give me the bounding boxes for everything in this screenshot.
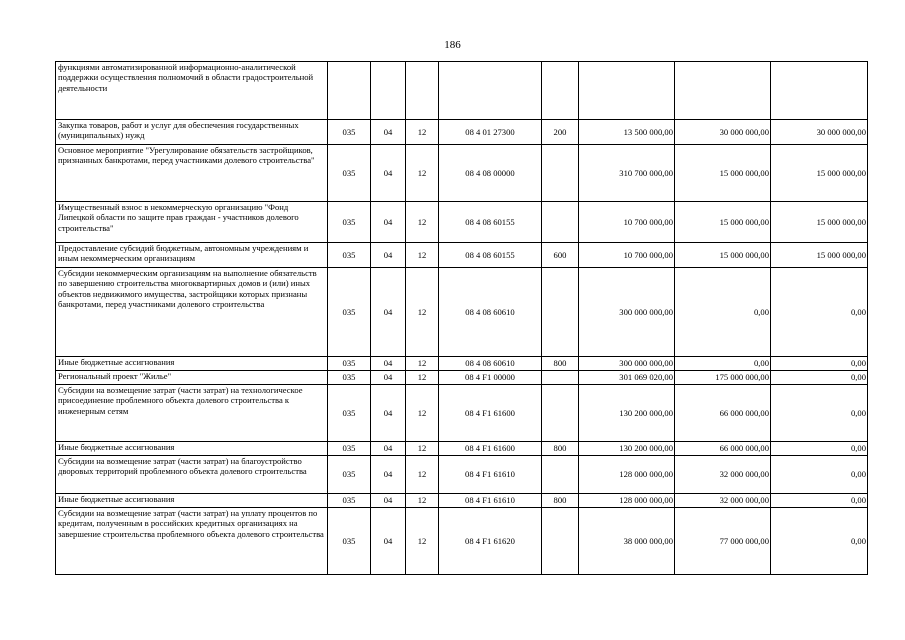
cell-amount-2: 15 000 000,00 bbox=[675, 243, 771, 268]
cell-target-article: 08 4 F1 61600 bbox=[439, 385, 542, 442]
table-row bbox=[56, 494, 868, 508]
table-row bbox=[56, 202, 868, 243]
cell-name: Субсидии на возмещение затрат (части затрат) на благоустройство дворовых территорий проблемного объекта долевого строительства bbox=[56, 456, 328, 494]
table-row bbox=[56, 268, 868, 357]
cell-section: 04 bbox=[371, 456, 406, 494]
cell-section: 04 bbox=[371, 385, 406, 442]
table-row bbox=[56, 357, 868, 371]
cell-amount-3: 30 000 000,00 bbox=[771, 120, 868, 145]
cell-amount-2: 66 000 000,00 bbox=[675, 385, 771, 442]
cell-name: Иные бюджетные ассигнования bbox=[56, 442, 328, 456]
cell-ministry-code: 035 bbox=[328, 385, 371, 442]
cell-target-article: 08 4 F1 61620 bbox=[439, 508, 542, 575]
cell-name: Иные бюджетные ассигнования bbox=[56, 357, 328, 371]
cell-ministry-code: 035 bbox=[328, 442, 371, 456]
cell-subsection bbox=[406, 62, 439, 120]
cell-amount-3: 15 000 000,00 bbox=[771, 145, 868, 202]
cell-name: Субсидии на возмещение затрат (части затрат) на уплату процентов по кредитам, полученным в российских кредитных организациях на завершение строительства проблемного объекта долевого строительства bbox=[56, 508, 328, 575]
cell-target-article: 08 4 08 60155 bbox=[439, 243, 542, 268]
cell-name: Основное мероприятие "Урегулирование обязательств застройщиков, признанных банкротами, перед участниками долевого строительства" bbox=[56, 145, 328, 202]
table-row bbox=[56, 371, 868, 385]
cell-name: Закупка товаров, работ и услуг для обеспечения государственных (муниципальных) нужд bbox=[56, 120, 328, 145]
cell-expense-type bbox=[542, 371, 579, 385]
cell-target-article: 08 4 08 60610 bbox=[439, 357, 542, 371]
cell-amount-1: 128 000 000,00 bbox=[579, 494, 675, 508]
cell-ministry-code: 035 bbox=[328, 243, 371, 268]
table-row bbox=[56, 385, 868, 442]
cell-ministry-code: 035 bbox=[328, 268, 371, 357]
cell-subsection: 12 bbox=[406, 120, 439, 145]
cell-name: Региональный проект "Жилье" bbox=[56, 371, 328, 385]
cell-subsection: 12 bbox=[406, 243, 439, 268]
cell-section: 04 bbox=[371, 357, 406, 371]
cell-amount-2: 30 000 000,00 bbox=[675, 120, 771, 145]
cell-expense-type: 800 bbox=[542, 442, 579, 456]
cell-expense-type bbox=[542, 268, 579, 357]
cell-amount-1: 130 200 000,00 bbox=[579, 385, 675, 442]
cell-expense-type: 600 bbox=[542, 243, 579, 268]
cell-subsection: 12 bbox=[406, 494, 439, 508]
cell-ministry-code: 035 bbox=[328, 357, 371, 371]
cell-amount-3: 0,00 bbox=[771, 456, 868, 494]
cell-expense-type bbox=[542, 202, 579, 243]
cell-expense-type bbox=[542, 145, 579, 202]
cell-amount-1: 128 000 000,00 bbox=[579, 456, 675, 494]
table-row bbox=[56, 243, 868, 268]
table-row bbox=[56, 456, 868, 494]
cell-section: 04 bbox=[371, 442, 406, 456]
cell-amount-3: 0,00 bbox=[771, 268, 868, 357]
cell-subsection: 12 bbox=[406, 371, 439, 385]
cell-amount-1: 130 200 000,00 bbox=[579, 442, 675, 456]
cell-amount-1: 301 069 020,00 bbox=[579, 371, 675, 385]
cell-subsection: 12 bbox=[406, 268, 439, 357]
cell-target-article: 08 4 08 00000 bbox=[439, 145, 542, 202]
cell-subsection: 12 bbox=[406, 456, 439, 494]
cell-amount-2: 32 000 000,00 bbox=[675, 494, 771, 508]
cell-subsection: 12 bbox=[406, 357, 439, 371]
cell-amount-2: 0,00 bbox=[675, 268, 771, 357]
cell-section: 04 bbox=[371, 494, 406, 508]
cell-expense-type bbox=[542, 385, 579, 442]
cell-amount-3 bbox=[771, 62, 868, 120]
table-row bbox=[56, 508, 868, 575]
cell-name: Иные бюджетные ассигнования bbox=[56, 494, 328, 508]
cell-ministry-code: 035 bbox=[328, 456, 371, 494]
cell-amount-2: 175 000 000,00 bbox=[675, 371, 771, 385]
cell-name: Субсидии на возмещение затрат (части затрат) на технологическое присоединение проблемного объекта долевого строительства к инженерным сетям bbox=[56, 385, 328, 442]
cell-amount-1: 10 700 000,00 bbox=[579, 243, 675, 268]
cell-expense-type: 800 bbox=[542, 494, 579, 508]
table-row bbox=[56, 120, 868, 145]
cell-subsection: 12 bbox=[406, 508, 439, 575]
cell-name: Субсидии некоммерческим организациям на выполнение обязательств по завершению строительства многоквартирных домов и (или) иных объектов недвижимого имущества, застройщики которых признаны банкротами, перед участниками долевого строительства bbox=[56, 268, 328, 357]
cell-target-article: 08 4 F1 61600 bbox=[439, 442, 542, 456]
cell-amount-1: 38 000 000,00 bbox=[579, 508, 675, 575]
cell-target-article: 08 4 08 60610 bbox=[439, 268, 542, 357]
cell-amount-3: 0,00 bbox=[771, 371, 868, 385]
page-number: 186 bbox=[444, 39, 461, 51]
cell-section: 04 bbox=[371, 243, 406, 268]
cell-ministry-code: 035 bbox=[328, 494, 371, 508]
cell-section: 04 bbox=[371, 371, 406, 385]
cell-ministry-code bbox=[328, 62, 371, 120]
table-row bbox=[56, 145, 868, 202]
cell-expense-type: 200 bbox=[542, 120, 579, 145]
cell-amount-1 bbox=[579, 62, 675, 120]
cell-subsection: 12 bbox=[406, 202, 439, 243]
cell-expense-type bbox=[542, 456, 579, 494]
cell-section: 04 bbox=[371, 268, 406, 357]
cell-subsection: 12 bbox=[406, 385, 439, 442]
cell-ministry-code: 035 bbox=[328, 120, 371, 145]
cell-target-article: 08 4 F1 61610 bbox=[439, 456, 542, 494]
cell-section: 04 bbox=[371, 145, 406, 202]
cell-amount-2 bbox=[675, 62, 771, 120]
cell-target-article: 08 4 F1 00000 bbox=[439, 371, 542, 385]
cell-section bbox=[371, 62, 406, 120]
table-row bbox=[56, 62, 868, 120]
cell-name: Имущественный взнос в некоммерческую организацию "Фонд Липецкой области по защите прав граждан - участников долевого строительства" bbox=[56, 202, 328, 243]
cell-amount-2: 77 000 000,00 bbox=[675, 508, 771, 575]
cell-name: функциями автоматизированной информационно-аналитической поддержки осуществления полномочий в области градостроительной деятельности bbox=[56, 62, 328, 120]
cell-amount-3: 0,00 bbox=[771, 442, 868, 456]
cell-amount-3: 15 000 000,00 bbox=[771, 202, 868, 243]
cell-amount-3: 0,00 bbox=[771, 357, 868, 371]
cell-amount-1: 310 700 000,00 bbox=[579, 145, 675, 202]
cell-section: 04 bbox=[371, 202, 406, 243]
cell-target-article: 08 4 F1 61610 bbox=[439, 494, 542, 508]
cell-amount-2: 15 000 000,00 bbox=[675, 145, 771, 202]
cell-ministry-code: 035 bbox=[328, 145, 371, 202]
cell-expense-type bbox=[542, 508, 579, 575]
cell-ministry-code: 035 bbox=[328, 202, 371, 243]
cell-amount-1: 13 500 000,00 bbox=[579, 120, 675, 145]
cell-amount-3: 0,00 bbox=[771, 494, 868, 508]
cell-ministry-code: 035 bbox=[328, 508, 371, 575]
budget-table bbox=[55, 61, 868, 575]
cell-target-article: 08 4 01 27300 bbox=[439, 120, 542, 145]
cell-subsection: 12 bbox=[406, 442, 439, 456]
cell-amount-2: 32 000 000,00 bbox=[675, 456, 771, 494]
cell-subsection: 12 bbox=[406, 145, 439, 202]
cell-target-article: 08 4 08 60155 bbox=[439, 202, 542, 243]
cell-amount-2: 66 000 000,00 bbox=[675, 442, 771, 456]
cell-amount-3: 15 000 000,00 bbox=[771, 243, 868, 268]
cell-amount-3: 0,00 bbox=[771, 385, 868, 442]
cell-amount-2: 15 000 000,00 bbox=[675, 202, 771, 243]
cell-amount-1: 300 000 000,00 bbox=[579, 268, 675, 357]
cell-section: 04 bbox=[371, 120, 406, 145]
cell-target-article bbox=[439, 62, 542, 120]
cell-amount-3: 0,00 bbox=[771, 508, 868, 575]
cell-expense-type bbox=[542, 62, 579, 120]
table-row bbox=[56, 442, 868, 456]
cell-amount-1: 300 000 000,00 bbox=[579, 357, 675, 371]
cell-section: 04 bbox=[371, 508, 406, 575]
cell-amount-2: 0,00 bbox=[675, 357, 771, 371]
cell-ministry-code: 035 bbox=[328, 371, 371, 385]
cell-name: Предоставление субсидий бюджетным, автономным учреждениям и иным некоммерческим организациям bbox=[56, 243, 328, 268]
cell-expense-type: 800 bbox=[542, 357, 579, 371]
cell-amount-1: 10 700 000,00 bbox=[579, 202, 675, 243]
table-body bbox=[56, 62, 868, 575]
